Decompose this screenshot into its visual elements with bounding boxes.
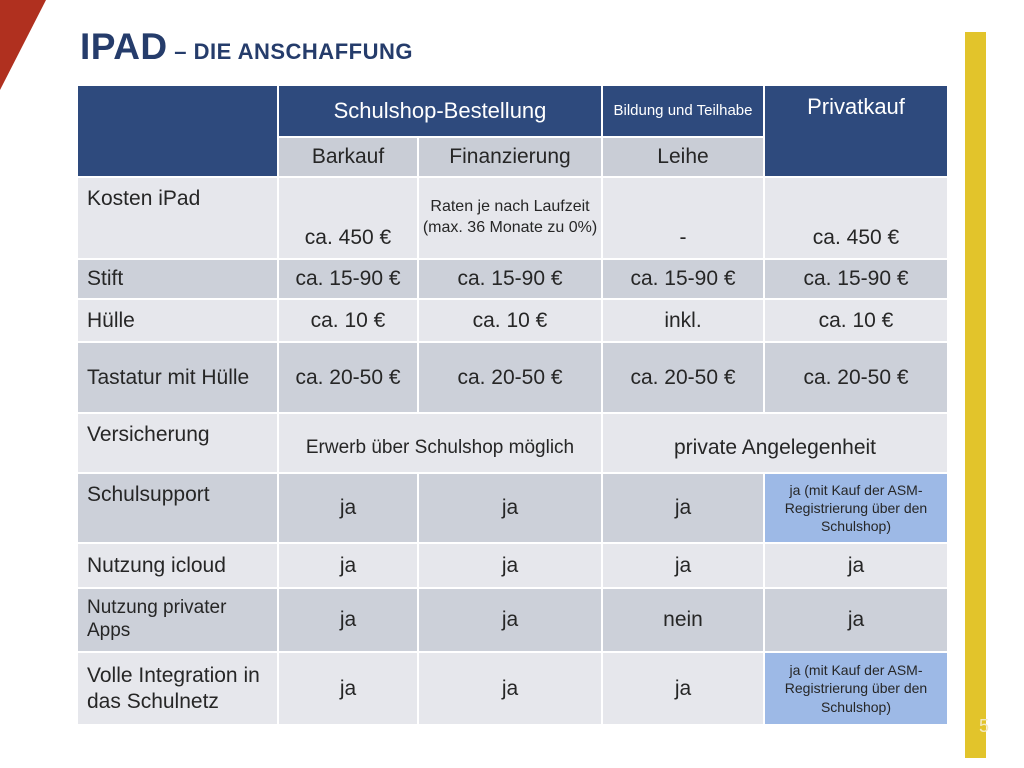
cell-privat-highlight: ja (mit Kauf der ASM-Registrierung über den Schulshop) [765,653,947,724]
cell-barkauf: ja [279,474,417,542]
row-label: Kosten iPad [78,178,277,258]
header-privatkauf: Privatkauf [765,86,947,176]
cell-leihe: - [603,178,763,258]
accent-bar [965,32,986,758]
row-label: Hülle [78,300,277,341]
row-label: Nutzung privater Apps [78,589,277,651]
cell-barkauf: ca. 20-50 € [279,343,417,412]
cell-barkauf: ca. 450 € [279,178,417,258]
cell-leihe: ca. 15-90 € [603,260,763,298]
cell-privat: ca. 15-90 € [765,260,947,298]
cell-leihe: ja [603,544,763,587]
cell-finanzierung: ja [419,589,601,651]
cell-finanzierung: ca. 10 € [419,300,601,341]
row-label: Versicherung [78,414,277,472]
cell-leihe: inkl. [603,300,763,341]
slide-title-sub: – DIE ANSCHAFFUNG [167,39,413,64]
cell-finanzierung: ca. 20-50 € [419,343,601,412]
row-label: Tastatur mit Hülle [78,343,277,412]
comparison-table [76,84,949,726]
cell-finanzierung: ja [419,474,601,542]
cell-privat: ca. 450 € [765,178,947,258]
corner-decoration [0,0,46,90]
cell-privat: ca. 10 € [765,300,947,341]
cell-finanzierung: ja [419,653,601,724]
row-label: Nutzung icloud [78,544,277,587]
row-kosten [78,178,947,258]
cell-barkauf: ja [279,653,417,724]
row-integration [78,653,947,724]
header-bildung: Bildung und Teilhabe [603,86,763,136]
cell-privat: private Angelegenheit [603,414,947,472]
cell-finanzierung: ja [419,544,601,587]
header-schulshop: Schulshop-Bestellung [279,86,601,136]
cell-leihe: ca. 20-50 € [603,343,763,412]
cell-finanzierung: ca. 15-90 € [419,260,601,298]
cell-barkauf: ja [279,589,417,651]
cell-leihe: nein [603,589,763,651]
slide-title [80,26,413,68]
row-tastatur [78,343,947,412]
row-versicherung [78,414,947,472]
slide-title-main: IPAD [80,26,168,67]
cell-barkauf: ca. 10 € [279,300,417,341]
cell-finanzierung: Raten je nach Laufzeit (max. 36 Monate zu 0%) [419,178,601,258]
subheader-finanzierung: Finanzierung [419,138,601,176]
page-number: 5 [979,716,990,736]
row-apps [78,589,947,651]
comparison-table-wrapper [76,84,949,726]
cell-barkauf: ja [279,544,417,587]
cell-leihe: ja [603,474,763,542]
row-icloud [78,544,947,587]
row-huelle [78,300,947,341]
subheader-barkauf: Barkauf [279,138,417,176]
cell-barkauf: ca. 15-90 € [279,260,417,298]
row-label: Schulsupport [78,474,277,542]
header-empty-cell [78,86,277,176]
cell-leihe: ja [603,653,763,724]
row-label: Stift [78,260,277,298]
cell-privat: ja [765,589,947,651]
cell-schulshop: Erwerb über Schulshop möglich [279,414,601,472]
subheader-leihe: Leihe [603,138,763,176]
cell-privat: ja [765,544,947,587]
row-label: Volle Integration in das Schulnetz [78,653,277,724]
cell-privat-highlight: ja (mit Kauf der ASM-Registrierung über den Schulshop) [765,474,947,542]
row-stift [78,260,947,298]
header-row [78,86,947,136]
row-schulsupport [78,474,947,542]
cell-privat: ca. 20-50 € [765,343,947,412]
